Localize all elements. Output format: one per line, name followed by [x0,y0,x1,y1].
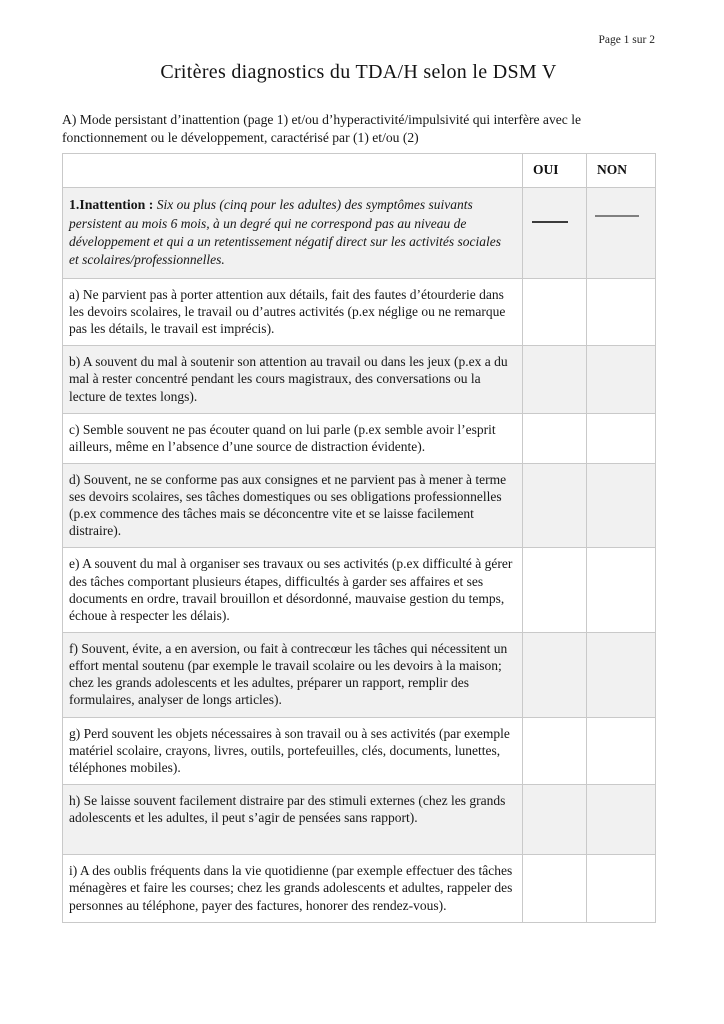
criterion-text: a) Ne parvient pas à porter attention aux détails, fait des fautes d’étourderie dans les devoirs scolaires, le travail ou d’autres activités (p.ex néglige ou ne remarque pas les détails, le travail est imprécis). [63,278,523,345]
criterion-text: c) Semble souvent ne pas écouter quand on lui parle (p.ex semble avoir l’esprit ailleurs, même en l’absence d’une source de distraction évidente). [63,413,523,463]
oui-answer-cell [523,346,587,413]
oui-answer-cell [523,548,587,633]
oui-answer-cell [523,717,587,784]
non-answer-cell [587,346,656,413]
criterion-row [63,463,656,548]
oui-answer-cell [523,785,587,855]
intro-paragraph: A) Mode persistant d’inattention (page 1) et/ou d’hyperactivité/impulsivité qui interfère avec le fonctionnement ou le développement, caractérisé par (1) et/ou (2) [62,112,582,146]
non-answer-cell [587,187,656,278]
criterion-row [63,548,656,633]
criteria-table [62,153,656,923]
oui-answer-cell [523,278,587,345]
criterion-text: f) Souvent, évite, a en aversion, ou fait à contrecœur les tâches qui nécessitent un effort mental soutenu (par exemple le travail scolaire ou les devoirs à la maison; chez les grands adolescents et les adultes, préparer un rapport, remplir des formulaires, analyser de longs articles). [63,633,523,718]
section-text-cell [63,187,523,278]
non-answer-cell [587,463,656,548]
criterion-row [63,413,656,463]
criterion-text: e) A souvent du mal à organiser ses travaux ou ses activités (p.ex difficulté à gérer des tâches comportant plusieurs étapes, difficultés à garder ses affaires et ses documents en ordre, travail brouillon et désordonné, mauvaise gestion du temps, échoue à respecter les délais). [63,548,523,633]
section-label: 1.Inattention : [69,196,154,212]
oui-answer-cell [523,463,587,548]
criterion-row [63,785,656,855]
oui-answer-cell [523,633,587,718]
criterion-text: d) Souvent, ne se conforme pas aux consignes et ne parvient pas à mener à terme ses devoirs scolaires, ses tâches domestiques ou ses obligations professionnelles (p.ex commence des tâches mais se déconcentre vite et se laisse facilement distraire). [63,463,523,548]
criterion-row [63,278,656,345]
section-row-inattention [63,187,656,278]
non-answer-cell [587,633,656,718]
non-answer-cell [587,717,656,784]
oui-column-header: OUI [523,153,587,187]
non-column-header: NON [587,153,656,187]
criterion-row [63,717,656,784]
oui-answer-cell [523,413,587,463]
criteria-table-body [63,187,656,922]
non-answer-cell [587,278,656,345]
criterion-row [63,855,656,922]
criterion-text: b) A souvent du mal à soutenir son attention au travail ou dans les jeux (p.ex a du mal à rester concentré pendant les cours magistraux, des conversations ou la lecture de textes longs). [63,346,523,413]
criterion-text: g) Perd souvent les objets nécessaires à son travail ou à ses activités (par exemple matériel scolaire, crayons, livres, outils, portefeuilles, clés, documents, lunettes, téléphones mobiles). [63,717,523,784]
oui-answer-cell [523,855,587,922]
oui-answer-cell [523,187,587,278]
section-description: Six ou plus (cinq pour les adultes) des symptômes suivants persistent au mois 6 mois, à un degré qui ne correspond pas au niveau de développement et qui a un retentissement négatif direct sur les activités sociales et scolaires/professionnelles. [69,196,502,268]
criterion-text: i) A des oublis fréquents dans la vie quotidienne (par exemple effectuer des tâches ménagères et faire les courses; chez les grands adolescents et adultes, rappeler des personnes au téléphone, payer des factures, honorer des rendez-vous). [63,855,523,922]
criterion-row [63,633,656,718]
non-answer-cell [587,413,656,463]
non-blank-answer-line-icon [595,215,639,217]
oui-blank-answer-line-icon [532,221,568,223]
non-answer-cell [587,785,656,855]
criteria-header-cell [63,153,523,187]
table-header-row [63,153,656,187]
non-answer-cell [587,855,656,922]
page-title: Critères diagnostics du TDA/H selon le DSM V [160,61,557,83]
criterion-text: h) Se laisse souvent facilement distraire par des stimuli externes (chez les grands adolescents et les adultes, il peut s’agir de pensées sans rapport). [63,785,523,855]
page-number: Page 1 sur 2 [598,34,655,46]
non-answer-cell [587,548,656,633]
criterion-row [63,346,656,413]
